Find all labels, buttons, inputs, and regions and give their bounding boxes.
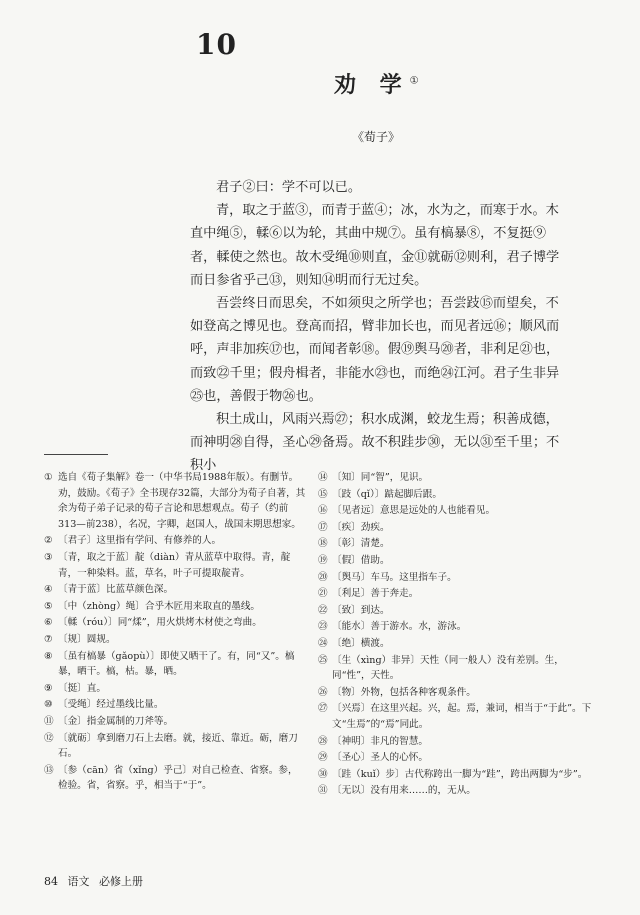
footnote-text: 〔知〕同“智”，见识。 bbox=[332, 472, 429, 483]
footnote-number: ⑧ bbox=[44, 650, 53, 662]
footnote-text: 〔虽有槁暴（gǎopù）〕即使又晒干了。有，同“又”。槁暴，晒干。槁，枯。暴，晒。 bbox=[58, 650, 295, 678]
footnote-item bbox=[44, 714, 306, 730]
footnote-number: ㉙ bbox=[318, 752, 328, 764]
footnote-text: 〔跂（qǐ）〕踮起脚后跟。 bbox=[332, 488, 442, 500]
footnote-number: ⑬ bbox=[44, 764, 54, 776]
footnote-text: 〔君子〕这里指有学问、有修养的人。 bbox=[58, 535, 222, 547]
footnote-item bbox=[44, 599, 306, 615]
footnote-item bbox=[318, 783, 600, 799]
footnote-text: 〔疾〕劲疾。 bbox=[332, 521, 390, 533]
footnote-text: 〔假〕借助。 bbox=[332, 554, 390, 566]
page-number: 84 bbox=[44, 875, 58, 888]
footnote-number: ⑭ bbox=[318, 472, 328, 483]
footnote-item bbox=[318, 734, 600, 750]
paragraph-2: 青，取之于蓝③，而青于蓝④；冰，水为之，而寒于水。木直中绳⑤，輮⑥以为轮，其曲中规⑦。虽有槁暴⑧，不复挺⑨者，輮使之然也。故木受绳⑩则直，金⑪就砺⑫则利，君子博学而日参省乎己⑬，则知⑭明而行无过矣。 bbox=[190, 203, 560, 288]
footnote-item bbox=[318, 553, 600, 569]
footnote-number: ㉗ bbox=[318, 703, 328, 715]
footnote-text: 〔中（zhòng）绳〕合乎木匠用来取直的墨线。 bbox=[58, 600, 261, 612]
footnote-number: ⑲ bbox=[318, 554, 328, 566]
footnote-text: 〔青于蓝〕比蓝草颜色深。 bbox=[58, 584, 174, 596]
footnote-text: 选自《荀子集解》卷一（中华书局1988年版）。有删节。劝，鼓励。《荀子》全书现存32篇，大部分为荀子自著，其余为荀子弟子记录的荀子言论和思想观点。荀子（约前313—前238），名况，字卿，赵国人，战国末期思想家。 bbox=[58, 472, 306, 530]
footnote-number: ㉕ bbox=[318, 654, 328, 666]
paragraph-1: 君子②曰：学不可以已。 bbox=[216, 180, 362, 195]
footnote-text: 〔金〕指金属制的刀斧等。 bbox=[58, 715, 174, 727]
footnote-text: 〔能水〕善于游水。水，游泳。 bbox=[332, 621, 467, 633]
footnote-text: 〔輮（róu）〕同“煣”，用火烘烤木材使之弯曲。 bbox=[58, 617, 262, 629]
footnote-number: ⑮ bbox=[318, 488, 328, 500]
footnote-item bbox=[318, 701, 600, 732]
paragraph-3: 吾尝终日而思矣，不如须臾之所学也；吾尝跂⑮而望矣，不如登高之博见也。登高而招，臂非加长也，而见者远⑯；顺风而呼，声非加疾⑰也，而闻者彰⑱。假⑲舆马⑳者，非利足㉑也，而致㉒千里；假舟楫者，非能水㉓也，而绝㉔江河。君子生非异㉕也，善假于物㉖也。 bbox=[190, 296, 560, 404]
lesson-number: 10 bbox=[196, 28, 237, 61]
footnote-text: 〔就砺〕拿到磨刀石上去磨。就，接近、靠近。砺，磨刀石。 bbox=[58, 732, 298, 760]
footnote-text: 〔受绳〕经过墨线比量。 bbox=[58, 699, 164, 711]
footnote-item bbox=[318, 750, 600, 766]
footnote-item bbox=[318, 487, 600, 503]
footer-book: 必修上册 bbox=[99, 875, 143, 888]
footnote-item bbox=[44, 763, 306, 794]
footnote-text: 〔圣心〕圣人的心怀。 bbox=[332, 752, 428, 764]
footnote-text: 〔挺〕直。 bbox=[58, 682, 106, 694]
page-title bbox=[334, 68, 419, 99]
footnote-number: ⑪ bbox=[44, 715, 54, 727]
page-footer bbox=[44, 873, 149, 889]
footnote-number: ㉑ bbox=[318, 588, 328, 600]
footnote-item bbox=[44, 582, 306, 598]
footnote-item bbox=[318, 603, 600, 619]
footnote-text: 〔物〕外物，包括各种客观条件。 bbox=[332, 686, 476, 698]
footnotes-left-column bbox=[44, 470, 306, 795]
footnote-item bbox=[318, 653, 600, 684]
footnote-item bbox=[318, 586, 600, 602]
footnote-number: ㉛ bbox=[318, 785, 328, 797]
footnote-text: 〔见者远〕意思是远处的人也能看见。 bbox=[332, 505, 496, 517]
footnote-text: 〔利足〕善于奔走。 bbox=[332, 588, 419, 600]
footnote-item bbox=[318, 570, 600, 586]
main-text bbox=[190, 176, 560, 478]
footnote-item bbox=[318, 636, 600, 652]
footnote-number: ⑳ bbox=[318, 571, 328, 583]
footnote-item bbox=[318, 767, 600, 783]
footnote-text: 〔无以〕没有用来……的，无从。 bbox=[332, 785, 476, 797]
footnote-text: 〔兴焉〕在这里兴起。兴，起。焉，兼词，相当于“于此”。下文“生焉”的“焉”同此。 bbox=[332, 703, 592, 730]
footnote-item bbox=[44, 615, 306, 631]
footnote-item bbox=[44, 550, 306, 581]
footnote-text: 〔致〕到达。 bbox=[332, 604, 390, 616]
footnote-number: ⑰ bbox=[318, 521, 328, 533]
footnote-item bbox=[44, 533, 306, 549]
footnote-item bbox=[318, 685, 600, 701]
footnote-number: ⑥ bbox=[44, 617, 53, 629]
footnote-text: 〔参（cān）省（xǐng）乎己〕对自己检查、省察。参，检验。省，省察。乎，相当于“于”。 bbox=[58, 764, 298, 792]
footnote-number: ㉘ bbox=[318, 735, 328, 747]
title-footnote-marker: ① bbox=[409, 75, 419, 87]
footnote-number: ㉖ bbox=[318, 686, 328, 698]
footnote-number: ① bbox=[44, 472, 53, 483]
footnote-item bbox=[318, 520, 600, 536]
footnote-text: 〔规〕圆规。 bbox=[58, 633, 116, 645]
footnote-number: ㉔ bbox=[318, 637, 328, 649]
footnote-number: ⑦ bbox=[44, 633, 53, 645]
footnote-number: ④ bbox=[44, 584, 53, 596]
footnote-number: ㉓ bbox=[318, 621, 328, 633]
footnote-item bbox=[318, 470, 600, 486]
footnote-text: 〔彰〕清楚。 bbox=[332, 538, 390, 550]
footnote-item bbox=[44, 649, 306, 680]
footnote-item bbox=[318, 536, 600, 552]
footnote-number: ⑤ bbox=[44, 600, 53, 612]
footnote-item bbox=[44, 697, 306, 713]
footnote-text: 〔神明〕非凡的智慧。 bbox=[332, 735, 428, 747]
footnote-number: ③ bbox=[44, 551, 53, 563]
author-line: 《荀子》 bbox=[352, 130, 401, 144]
footnote-divider bbox=[44, 454, 108, 455]
footnote-number: ⑨ bbox=[44, 682, 53, 694]
footnote-item bbox=[44, 632, 306, 648]
footnote-number: ㉒ bbox=[318, 604, 328, 616]
footnote-number: ⑱ bbox=[318, 538, 328, 550]
footnote-item bbox=[318, 503, 600, 519]
footnotes-right-column bbox=[318, 470, 600, 800]
footnote-text: 〔绝〕横渡。 bbox=[332, 637, 390, 649]
footnote-number: ⑩ bbox=[44, 699, 53, 711]
footnote-item bbox=[318, 619, 600, 635]
footnote-number: ⑫ bbox=[44, 732, 54, 744]
title-text: 劝 学 bbox=[334, 72, 410, 98]
footnote-number: ㉚ bbox=[318, 768, 328, 780]
paragraph-4: 积土成山，风雨兴焉㉗；积水成渊，蛟龙生焉；积善成德，而神明㉘自得，圣心㉙备焉。故不积跬步㉚，无以㉛至千里；不积小 bbox=[190, 412, 560, 474]
footnote-number: ② bbox=[44, 535, 53, 547]
footnote-item bbox=[44, 470, 306, 532]
footnote-number: ⑯ bbox=[318, 505, 328, 517]
footer-subject: 语文 bbox=[67, 875, 90, 888]
footnote-text: 〔跬（kuǐ）步〕古代称跨出一脚为“跬”，跨出两脚为“步”。 bbox=[332, 768, 588, 780]
footnote-text: 〔舆马〕车马。这里指车子。 bbox=[332, 571, 457, 583]
footnote-item bbox=[44, 681, 306, 697]
footnote-item bbox=[44, 731, 306, 762]
footnote-text: 〔青，取之于蓝〕靛（diàn）青从蓝草中取得。青，靛青，一种染料。蓝，草名，叶子可提取靛青。 bbox=[58, 551, 291, 579]
footnote-text: 〔生（xìng）非异〕天性（同一般人）没有差别。生，同“性”，天性。 bbox=[332, 654, 564, 682]
